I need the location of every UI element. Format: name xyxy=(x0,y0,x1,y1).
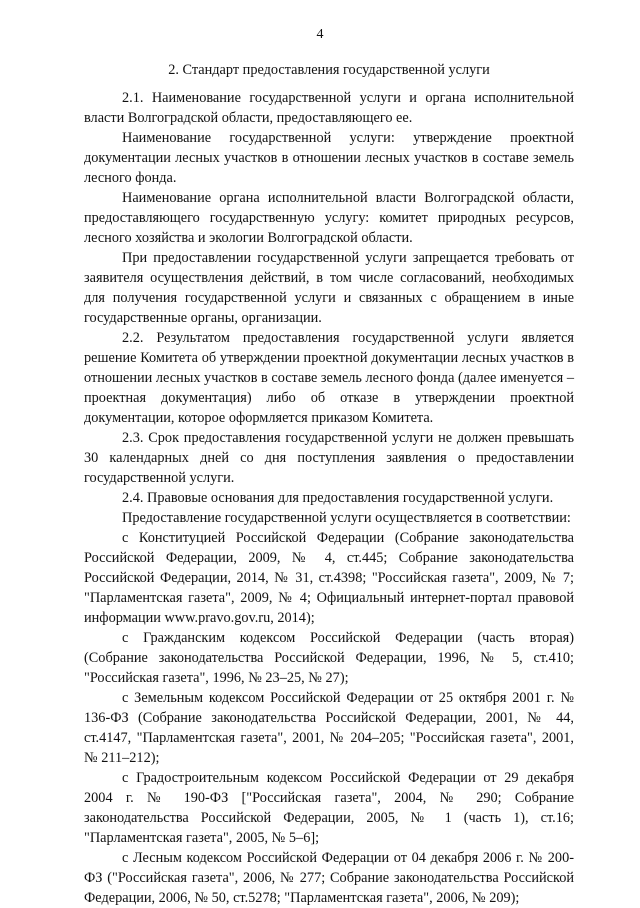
paragraph-constitution: с Конституцией Российской Федерации (Собрание законодательства Российской Федерации, 2009, № 4, ст.445; Собрание законодательства Российской Федерации, 2014, № 31, ст.4398; "Российская газета", 2009, № 7; "Парламентская газета", 2009, № 4; Официальный интернет-портал правовой информации www.pravo.gov.ru, 2014); xyxy=(84,530,574,626)
section-title: 2. Стандарт предоставления государственной услуги xyxy=(168,62,490,78)
document-body xyxy=(84,88,574,908)
paragraph-2-3: 2.3. Срок предоставления государственной услуги не должен превышать 30 календарных дней со дня поступления заявления о предоставлении государственной услуги. xyxy=(84,430,574,486)
paragraph-2-4: 2.4. Правовые основания для предоставления государственной услуги. xyxy=(122,490,554,506)
paragraph-prohibition: При предоставлении государственной услуги запрещается требовать от заявителя осуществления действий, в том числе согласований, необходимых для получения государственной услуги и связанных с обращением в иные государственные органы, организации. xyxy=(84,250,574,326)
page-number: 4 xyxy=(316,27,324,42)
paragraph-service-name: Наименование государственной услуги: утверждение проектной документации лесных участков в отношении лесных участков в составе земель лесного фонда. xyxy=(84,130,574,186)
paragraph-2-1: 2.1. Наименование государственной услуги и органа исполнительной власти Волгоградской области, предоставляющего ее. xyxy=(84,90,574,126)
paragraph-civil-code: с Гражданским кодексом Российской Федерации (часть вторая) (Собрание законодательства Российской Федерации, 1996, № 5, ст.410; "Российская газета", 1996, № 23–25, № 27); xyxy=(84,630,574,686)
paragraph-legal-basis-intro: Предоставление государственной услуги осуществляется в соответствии: xyxy=(122,510,571,526)
paragraph-urban-planning-code: с Градостроительным кодексом Российской Федерации от 29 декабря 2004 г. № 190-ФЗ ["Российская газета", 2004, № 290; Собрание законодательства Российской Федерации, 2005, № 1 (часть 1), ст.16; "Парламентская газета", 2005, № 5–6]; xyxy=(84,770,574,846)
paragraph-authority-name: Наименование органа исполнительной власти Волгоградской области, предоставляющего государственную услугу: комитет природных ресурсов, лесного хозяйства и экологии Волгоградской области. xyxy=(84,190,574,246)
paragraph-land-code: с Земельным кодексом Российской Федерации от 25 октября 2001 г. № 136-ФЗ (Собрание законодательства Российской Федерации, 2001, № 44, ст.4147, "Парламентская газета", 2001, № 204–205; "Российская газета", 2001, № 211–212); xyxy=(84,690,574,766)
paragraph-2-2: 2.2. Результатом предоставления государственной услуги является решение Комитета об утверждении проектной документации лесных участков в отношении лесных участков в составе земель лесного фонда (далее именуется – проектная документация) либо об отказе в утверждении проектной документации, которое оформляется приказом Комитета. xyxy=(84,330,574,426)
paragraph-forest-code: с Лесным кодексом Российской Федерации от 04 декабря 2006 г. № 200-ФЗ ("Российская газета", 2006, № 277; Собрание законодательства Российской Федерации, 2006, № 50, ст.5278; "Парламентская газета", 2006, № 209); xyxy=(84,850,574,906)
